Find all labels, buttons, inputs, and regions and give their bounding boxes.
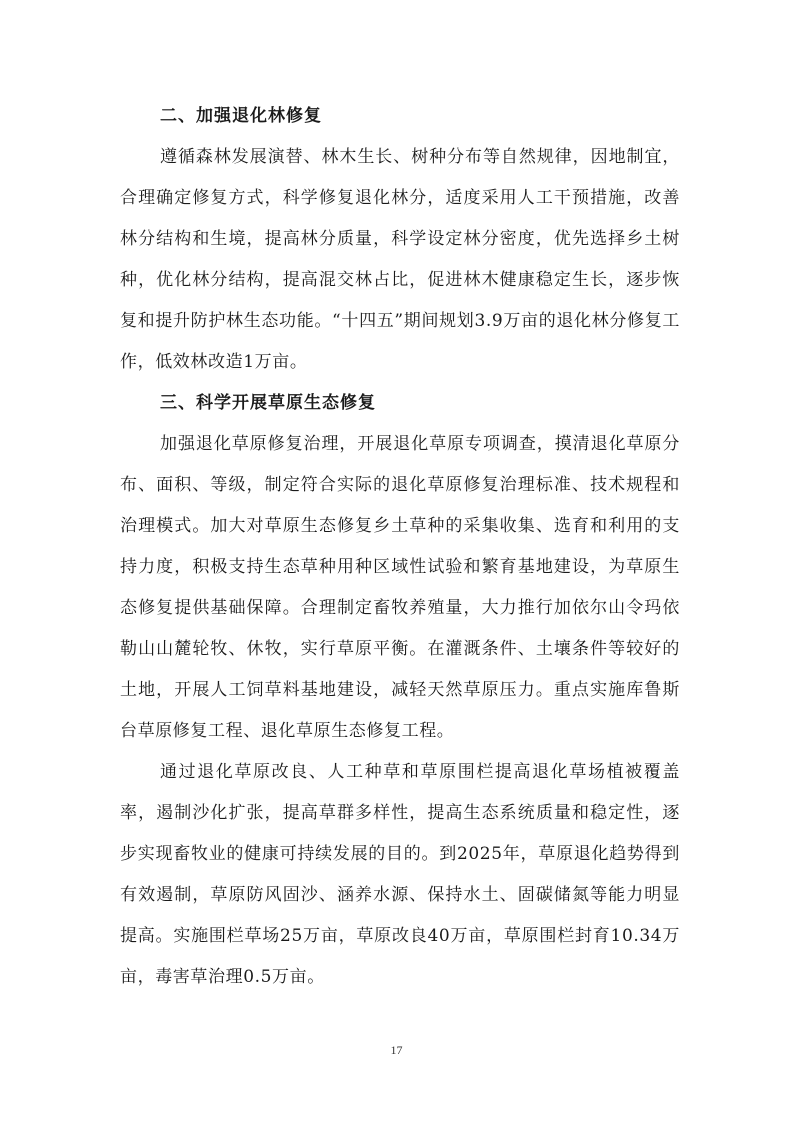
paragraph-grassland-targets: 通过退化草原改良、人工种草和草原围栏提高退化草场植被覆盖率，遏制沙化扩张，提高草群多样性，提高生态系统质量和稳定性，逐步实现畜牧业的健康可持续发展的目的。到2025年，草原退化趋势得到有效遏制，草原防风固沙、涵养水源、保持水土、固碳储氮等能力明显提高。实施围栏草场25万亩，草原改良40万亩，草原围栏封育10.34万亩，毒害草治理0.5万亩。 — [120, 762, 680, 987]
section-heading-degraded-forest: 二、加强退化林修复 — [160, 106, 322, 126]
section-heading-grassland: 三、科学开展草原生态修复 — [160, 393, 376, 413]
page-number: 17 — [390, 1043, 403, 1057]
paragraph-forest-restoration: 遵循森林发展演替、林木生长、树种分布等自然规律，因地制宜，合理确定修复方式，科学修复退化林分，适度采用人工干预措施，改善林分结构和生境，提高林分质量，科学设定林分密度，优先选择乡土树种，优化林分结构，提高混交林占比，促进林木健康稳定生长，逐步恢复和提升防护林生态功能。“十四五”期间规划3.9万亩的退化林分修复工作，低效林改造1万亩。 — [120, 147, 680, 372]
paragraph-grassland-treatment: 加强退化草原修复治理，开展退化草原专项调查，摸清退化草原分布、面积、等级，制定符合实际的退化草原修复治理标准、技术规程和治理模式。加大对草原生态修复乡土草种的采集收集、选育和利用的支持力度，积极支持生态草种用种区域性试验和繁育基地建设，为草原生态修复提供基础保障。合理制定畜牧养殖量，大力推行加依尔山令玛依勒山山麓轮牧、休牧，实行草原平衡。在灌溉条件、土壤条件等较好的土地，开展人工饲草料基地建设，减轻天然草原压力。重点实施库鲁斯台草原修复工程、退化草原生态修复工程。 — [120, 434, 680, 741]
page-content — [120, 96, 680, 998]
